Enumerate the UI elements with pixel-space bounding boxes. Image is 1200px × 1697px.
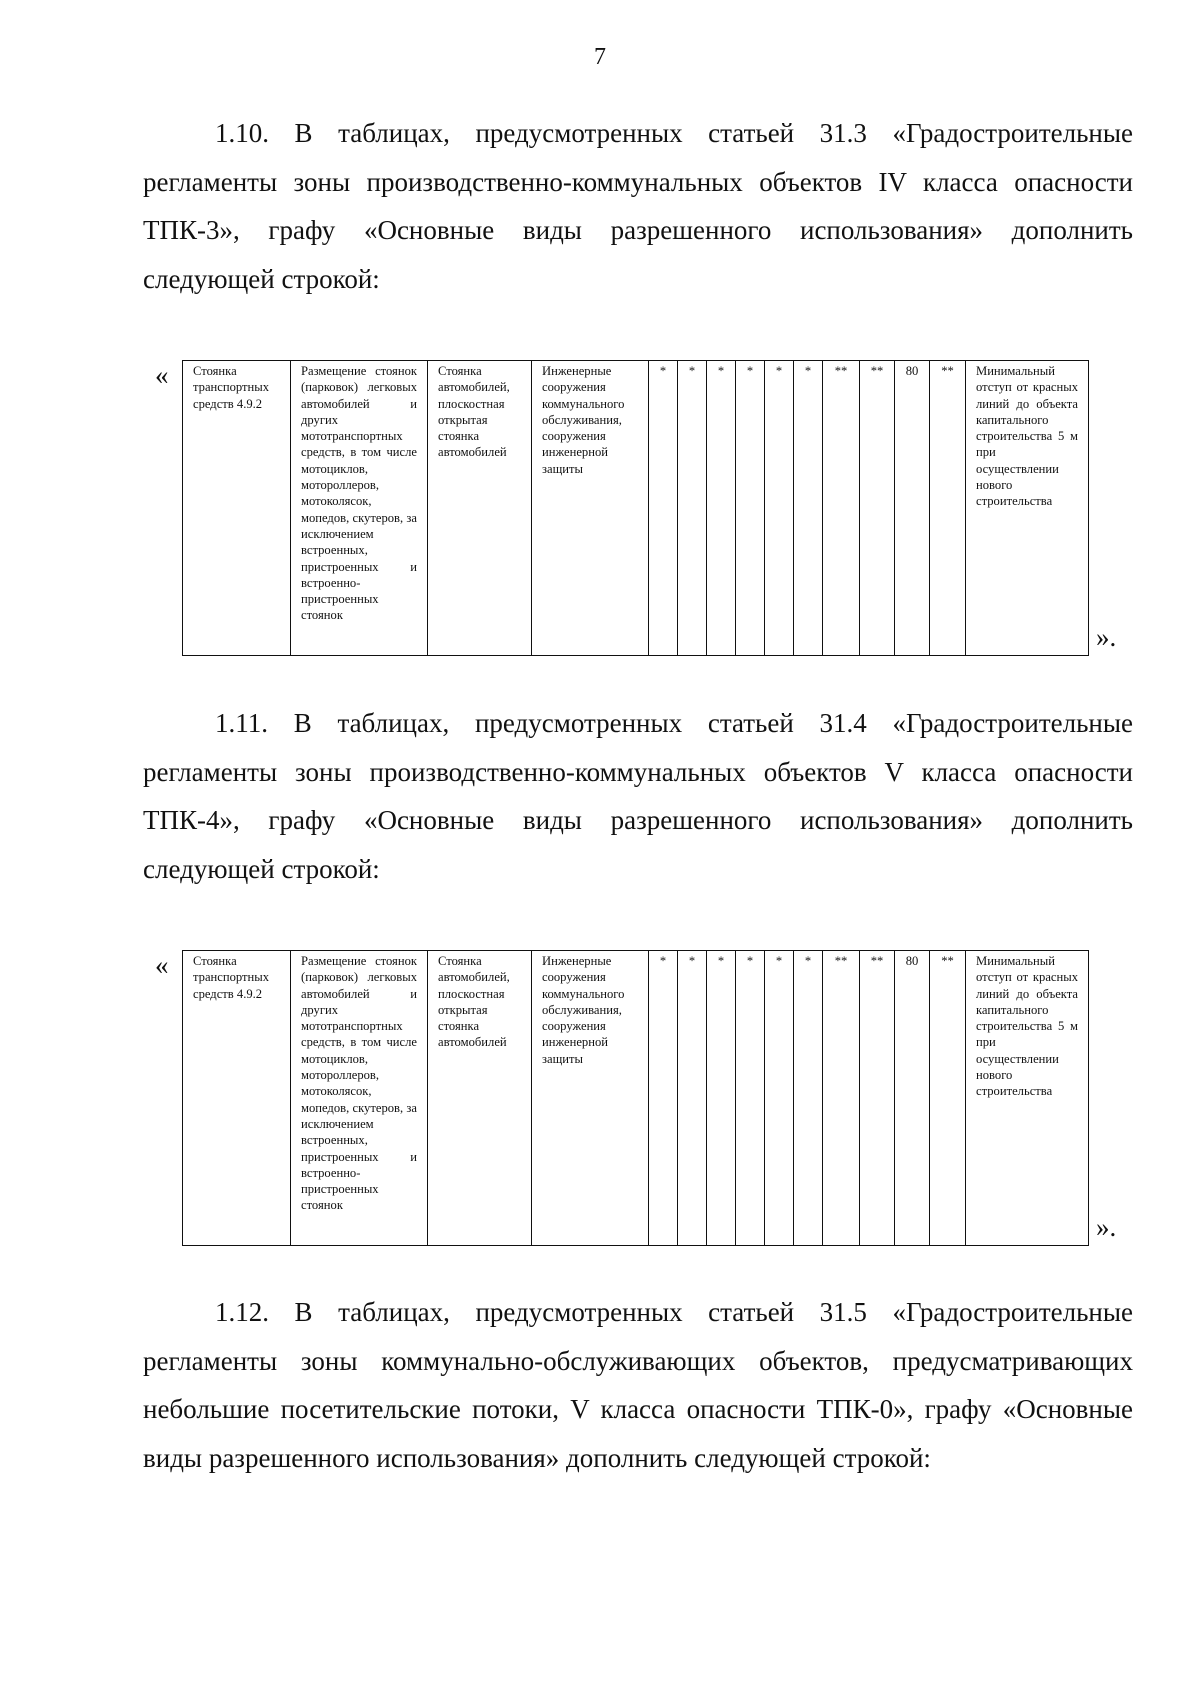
cell-parameter: *	[649, 951, 678, 1246]
cell-notes: Минимальный отступ от красных линий до объекта капитального строительства 5 м при осуществлении нового строительства	[966, 951, 1089, 1246]
cell-main-objects: Стоянка автомобилей, плоскостная открытая стоянка автомобилей	[428, 361, 532, 656]
table-row-1-11	[182, 950, 1089, 1246]
cell-parameter: *	[707, 951, 736, 1246]
cell-parameter: *	[678, 361, 707, 656]
cell-parameter: **	[930, 951, 966, 1246]
paragraph-1-12: 1.12. В таблицах, предусмотренных статьей 31.5 «Градостроительные регламенты зоны коммунально-обслуживающих объектов, предусматривающих небольшие посетительские потоки, V класса опасности ТПК-0», графу «Основные виды разрешенного использования» дополнить следующей строкой:	[143, 1297, 1133, 1473]
cell-parameter: *	[794, 951, 823, 1246]
paragraph-1-11: 1.11. В таблицах, предусмотренных статьей 31.4 «Градостроительные регламенты зоны производственно-коммунальных объектов V класса опасности ТПК-4», графу «Основные виды разрешенного использования» дополнить следующей строкой:	[143, 708, 1133, 884]
cell-parameter: **	[860, 951, 895, 1246]
cell-permitted-use-code: Стоянка транспортных средств 4.9.2	[183, 361, 291, 656]
table-row-1-10	[182, 360, 1089, 656]
cell-auxiliary-objects: Инженерные сооружения коммунального обслуживания, сооружения инженерной защиты	[532, 361, 649, 656]
cell-parameter: **	[930, 361, 966, 656]
paragraph-1-10: 1.10. В таблицах, предусмотренных статьей 31.3 «Градостроительные регламенты зоны производственно-коммунальных объектов IV класса опасности ТПК-3», графу «Основные виды разрешенного использования» дополнить следующей строкой:	[143, 118, 1133, 294]
cell-use-description: Размещение стоянок (парковок) легковых автомобилей и других мототранспортных средств, в том числе мотоциклов, мотороллеров, мотоколясок, мопедов, скутеров, за исключением встроенных, пристроенных и встроенно-пристроенных стоянок	[291, 951, 428, 1246]
cell-auxiliary-objects: Инженерные сооружения коммунального обслуживания, сооружения инженерной защиты	[532, 951, 649, 1246]
quote-close: ».	[1096, 1212, 1117, 1242]
cell-parameter: *	[765, 951, 794, 1246]
cell-use-description: Размещение стоянок (парковок) легковых автомобилей и других мототранспортных средств, в том числе мотоциклов, мотороллеров, мотоколясок, мопедов, скутеров, за исключением встроенных, пристроенных и встроенно-пристроенных стоянок	[291, 361, 428, 656]
cell-parameter: **	[823, 361, 860, 656]
quote-open: «	[155, 950, 169, 980]
cell-parameter: *	[736, 361, 765, 656]
cell-parameter: *	[765, 361, 794, 656]
table-row	[183, 951, 1089, 1246]
cell-parameter: **	[860, 361, 895, 656]
cell-parameter: *	[707, 361, 736, 656]
cell-main-objects: Стоянка автомобилей, плоскостная открытая стоянка автомобилей	[428, 951, 532, 1246]
cell-parameter: *	[678, 951, 707, 1246]
cell-permitted-use-code: Стоянка транспортных средств 4.9.2	[183, 951, 291, 1246]
table-row	[183, 361, 1089, 656]
quote-open: «	[155, 360, 169, 390]
page-number: 7	[594, 44, 606, 70]
cell-parameter: *	[794, 361, 823, 656]
cell-parameter: 80	[895, 951, 930, 1246]
quote-close: ».	[1096, 622, 1117, 652]
cell-notes: Минимальный отступ от красных линий до объекта капитального строительства 5 м при осуществлении нового строительства	[966, 361, 1089, 656]
cell-parameter: **	[823, 951, 860, 1246]
cell-parameter: *	[649, 361, 678, 656]
cell-parameter: 80	[895, 361, 930, 656]
cell-parameter: *	[736, 951, 765, 1246]
